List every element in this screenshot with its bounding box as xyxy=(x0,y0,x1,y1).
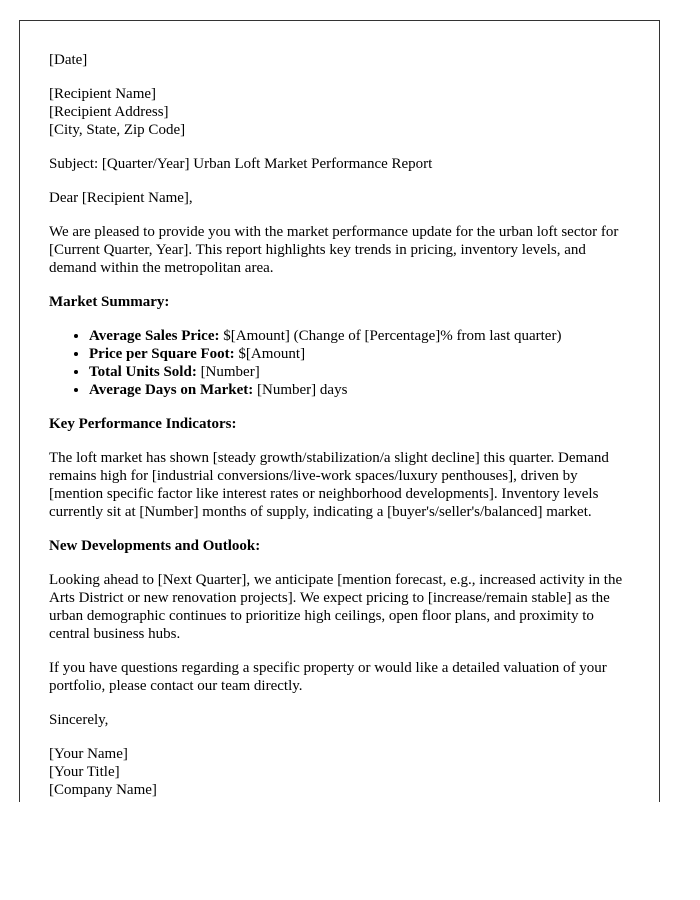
contact-paragraph: If you have questions regarding a specific property or would like a detailed valuation of your portfolio, please contact our team directly. xyxy=(49,660,607,694)
summary-item-label: Average Sales Price: xyxy=(89,328,220,344)
letter-page xyxy=(19,20,660,802)
recipient-city-state-zip: [City, State, Zip Code] xyxy=(49,122,186,138)
list-item xyxy=(89,363,629,381)
letter-subject: Subject: [Quarter/Year] Urban Loft Market Performance Report xyxy=(49,156,433,172)
recipient-address: [Recipient Address] xyxy=(49,104,169,120)
letter-intro: We are pleased to provide you with the market performance update for the urban loft sector for [Current Quarter, Year]. This report highlights key trends in pricing, inventory levels, and demand within the metropolitan area. xyxy=(49,224,619,276)
signature-name: [Your Name] xyxy=(49,746,128,762)
letter-body xyxy=(49,51,629,802)
outlook-heading: New Developments and Outlook: xyxy=(49,538,261,554)
market-summary-list xyxy=(49,327,629,399)
summary-item-label: Average Days on Market: xyxy=(89,382,254,398)
summary-item-label: Total Units Sold: xyxy=(89,364,197,380)
letter-closing: Sincerely, xyxy=(49,712,109,728)
outlook-paragraph: Looking ahead to [Next Quarter], we anticipate [mention forecast, e.g., increased activity in the Arts District or new renovation projects]. We expect pricing to [increase/remain stable] as the urban demographic continues to prioritize high ceilings, open floor plans, and proximity to central business hubs. xyxy=(49,572,623,642)
list-item xyxy=(89,327,629,345)
summary-item-value: [Number] xyxy=(196,364,260,380)
kpi-heading: Key Performance Indicators: xyxy=(49,416,237,432)
summary-item-value: $[Amount] (Change of [Percentage]% from last quarter) xyxy=(219,328,562,344)
letter-date: [Date] xyxy=(49,52,88,68)
summary-item-value: [Number] days xyxy=(253,382,348,398)
kpi-paragraph: The loft market has shown [steady growth/stabilization/a slight decline] this quarter. Demand remains high for [industrial conversions/live-work spaces/luxury penthouses], driven by [mention specific factor like interest rates or neighborhood developments]. Inventory levels currently sit at [Number] months of supply, indicating a [buyer's/seller's/balanced] market. xyxy=(49,450,609,520)
list-item xyxy=(89,345,629,363)
signature-company: [Company Name] xyxy=(49,782,157,798)
market-summary-heading: Market Summary: xyxy=(49,294,170,310)
list-item xyxy=(89,381,629,399)
recipient-block xyxy=(49,85,629,139)
recipient-name: [Recipient Name] xyxy=(49,86,157,102)
signature-block xyxy=(49,745,629,799)
letter-salutation: Dear [Recipient Name], xyxy=(49,190,193,206)
summary-item-value: $[Amount] xyxy=(234,346,306,362)
summary-item-label: Price per Square Foot: xyxy=(89,346,235,362)
signature-title: [Your Title] xyxy=(49,764,120,780)
